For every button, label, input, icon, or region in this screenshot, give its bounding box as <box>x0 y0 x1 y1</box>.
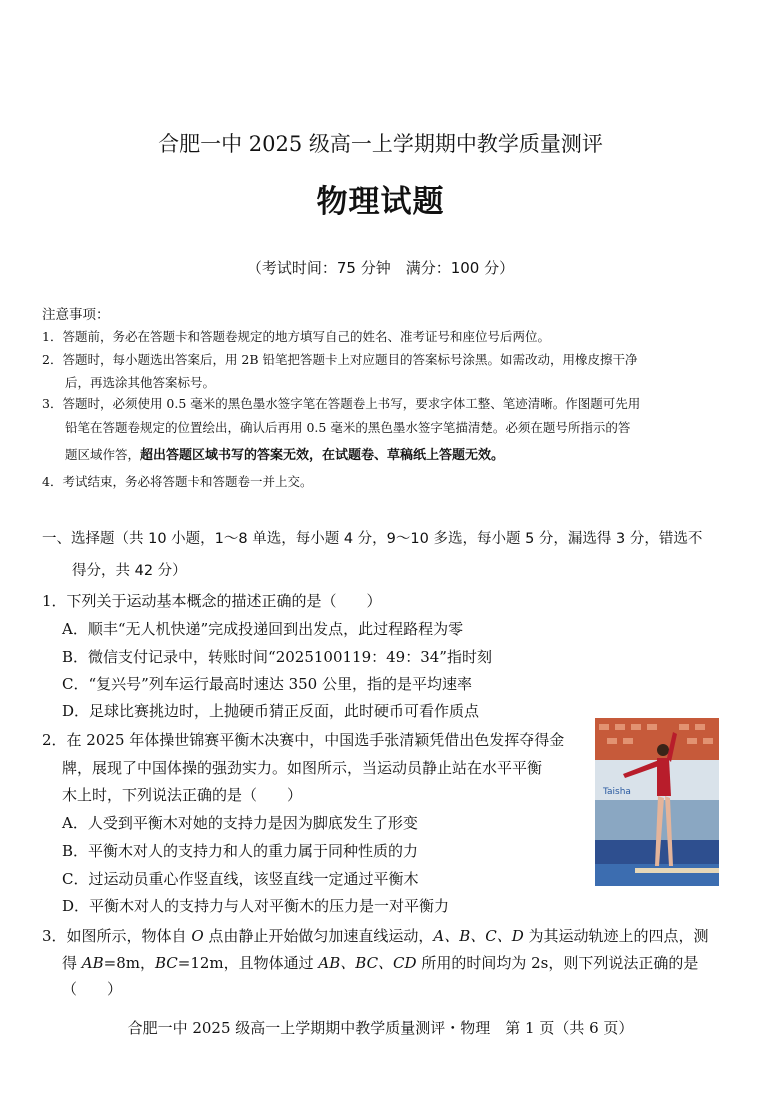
question-3-text-6: =12m，且物体通过 <box>177 954 319 972</box>
notice-item-3-emphasis: 超出答题区域书写的答案无效，在试题卷、草稿纸上答题无效。 <box>140 448 505 463</box>
notice-item-2-cont: 后，再选涂其他答案标号。 <box>65 375 216 390</box>
gymnast-photo <box>595 718 719 886</box>
segments-ab-bc-cd: AB、BC、CD <box>318 954 417 972</box>
question-2-option-d: D．平衡木对人的支持力与人对平衡木的压力是一对平衡力 <box>62 897 450 915</box>
section-heading-cont: 得分，共 42 分） <box>72 563 187 579</box>
points-abcd: A、B、C、D <box>433 927 524 945</box>
notice-item-1: 1．答题前，务必在答题卡和答题卷规定的地方填写自己的姓名、准考证号和座位号后两位。 <box>42 329 550 344</box>
question-2-stem-cont2: 木上时，下列说法正确的是（ ） <box>62 786 303 804</box>
question-2-option-b: B．平衡木对人的支持力和人的重力属于同种性质的力 <box>62 842 419 860</box>
question-3-text-2: 点由静止开始做匀加速直线运动， <box>203 927 434 945</box>
question-3-answer-bracket: （ ） <box>62 980 123 998</box>
question-1-stem: 1．下列关于运动基本概念的描述正确的是（ ） <box>42 592 382 610</box>
exam-title: 合肥一中 2025 级高一上学期期中教学质量测评 <box>158 132 603 156</box>
question-1-option-c: C．“复兴号”列车运行最高时速达 350 公里，指的是平均速率 <box>62 675 472 693</box>
segment-ab: AB <box>81 954 104 972</box>
photo-signage: Taisha <box>603 787 631 797</box>
notice-item-3: 3．答题时，必须使用 0.5 毫米的黑色墨水签字笔在答题卷上书写，要求字体工整、笔迹清晰。作图题可先用 <box>42 396 641 411</box>
question-3-text-5: =8m， <box>103 954 155 972</box>
exam-meta: （考试时间：75 分钟 满分：100 分） <box>246 259 515 277</box>
question-2-stem-cont: 牌，展现了中国体操的强劲实力。如图所示，当运动员静止站在水平平衡 <box>62 759 543 777</box>
page-footer: 合肥一中 2025 级高一上学期期中教学质量测评・物理 第 1 页（共 6 页） <box>127 1019 634 1037</box>
question-3-text-4: 得 <box>62 954 82 972</box>
subject-title: 物理试题 <box>316 184 445 220</box>
gymnast-photo-image <box>595 718 719 886</box>
notice-heading: 注意事项： <box>42 307 110 323</box>
question-3-stem <box>42 925 709 946</box>
point-o: O <box>191 927 204 945</box>
question-3-text-3: 为其运动轨迹上的四点，测 <box>523 927 709 945</box>
question-2-option-a: A．人受到平衡木对她的支持力是因为脚底发生了形变 <box>62 814 418 832</box>
question-3-text-1: 3．如图所示，物体自 <box>42 927 192 945</box>
question-2-stem: 2．在 2025 年体操世锦赛平衡木决赛中，中国选手张清颖凭借出色发挥夺得金 <box>42 731 565 749</box>
notice-item-3-cont: 铅笔在答题卷规定的位置绘出，确认后再用 0.5 毫米的黑色墨水签字笔描清楚。必须在题号所指示的答 <box>65 420 631 435</box>
question-3-text-7: 所用的时间均为 2s，则下列说法正确的是 <box>416 954 699 972</box>
notice-item-2: 2．答题时，每小题选出答案后，用 2B 铅笔把答题卡上对应题目的答案标号涂黑。如需改动，用橡皮擦干净 <box>42 352 638 367</box>
question-2-option-c: C．过运动员重心作竖直线，该竖直线一定通过平衡木 <box>62 870 419 888</box>
notice-item-4: 4．考试结束，务必将答题卡和答题卷一并上交。 <box>42 474 313 489</box>
question-3-stem-cont <box>62 952 698 973</box>
question-1-option-b: B．微信支付记录中，转账时间“2025100119：49：34”指时刻 <box>62 648 492 666</box>
section-heading: 一、选择题（共 10 小题，1～8 单选，每小题 4 分，9～10 多选，每小题 5 分，漏选得 3 分，错选不 <box>42 531 703 547</box>
notice-item-3-text: 题区域作答， <box>65 447 141 462</box>
question-1-option-d: D．足球比赛挑边时，上抛硬币猜正反面，此时硬币可看作质点 <box>62 702 480 720</box>
segment-bc: BC <box>154 954 178 972</box>
notice-item-3-cont2 <box>65 444 504 463</box>
question-1-option-a: A．顺丰“无人机快递”完成投递回到出发点，此过程路程为零 <box>62 620 464 638</box>
